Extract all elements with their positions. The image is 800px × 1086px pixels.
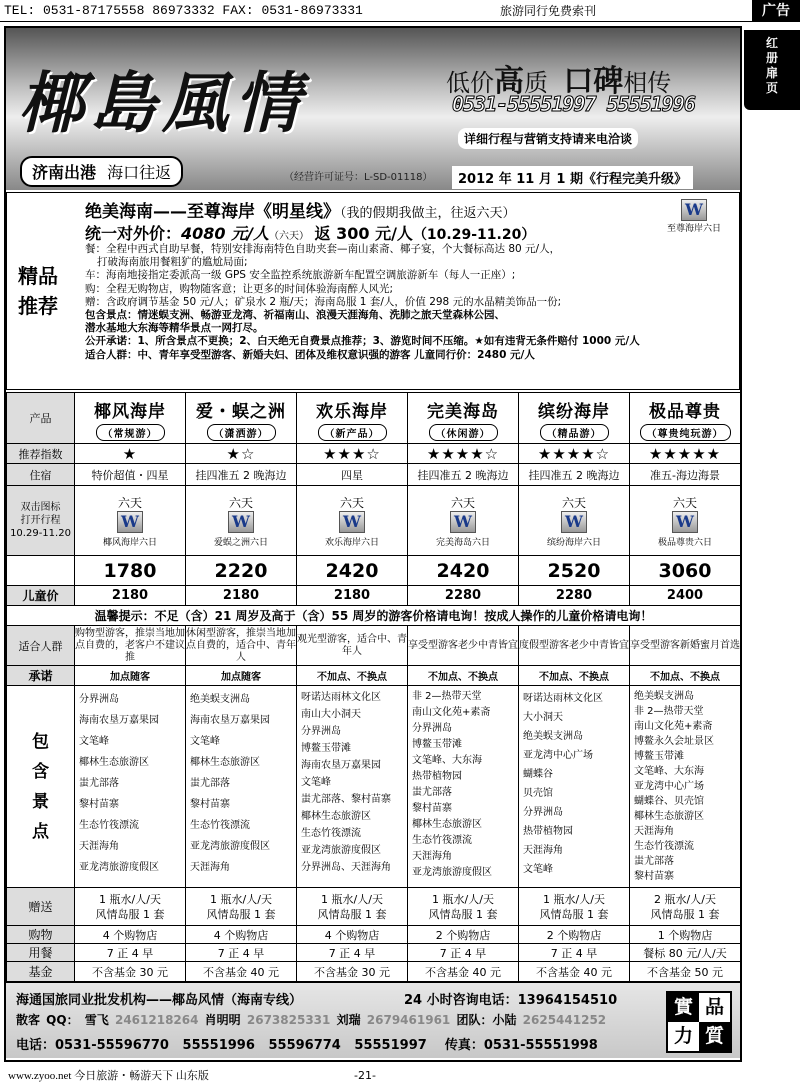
row-price-label — [7, 556, 75, 586]
depart-city: 济南出港 — [32, 163, 97, 182]
row-spots — [7, 686, 741, 888]
icon-caption: 欢乐海岸六日 — [324, 537, 379, 548]
featured-price — [85, 221, 535, 244]
side-tab — [744, 30, 800, 110]
footer-contact — [6, 982, 740, 1058]
top-index-note: 旅游同行免费索刊 — [500, 4, 597, 18]
seal-char: 實 — [668, 993, 699, 1022]
spot-item: 文笔峰 — [523, 864, 553, 875]
row-audience-label: 适合人群 — [7, 626, 75, 666]
spots-list — [186, 686, 297, 888]
spot-item: 蚩尤部落、黎村苗寨 — [301, 794, 391, 805]
warm-notice: 温馨提示：不足（含）21 周岁及高于（含）55 周岁的游客价格请电询！按成人操作的儿童价格请电询！ — [7, 606, 741, 626]
days-label: 六天 — [450, 495, 475, 510]
row-spots-label — [7, 686, 75, 888]
contact-qq: 2673825331 — [246, 1013, 331, 1027]
row-shop-label: 购物 — [7, 926, 75, 944]
spot-item: 分界洲岛 — [301, 726, 341, 737]
detail-line: 赠：含政府调节基金 50 元/人；矿泉水 2 瓶/天；海南岛服 1 套/人，价值 298 元的水晶精美饰品一份; — [85, 295, 562, 308]
row-fund-label: 基金 — [7, 962, 75, 982]
itinerary-cell[interactable] — [519, 486, 630, 556]
footer-qq-row — [16, 1011, 606, 1028]
spots-list — [408, 686, 519, 888]
gift-water: 1 瓶水/人/天 — [99, 892, 161, 906]
spot-item: 椰林生态旅游区 — [634, 811, 704, 822]
spot-item: 博鳌玉带滩 — [634, 751, 684, 762]
contact-name: 肖明明 — [204, 1013, 241, 1027]
word-document-icon[interactable]: W — [681, 199, 707, 221]
spot-item: 天涯海角 — [634, 826, 674, 837]
hotel-cell: 特价超值・四星 — [75, 464, 186, 486]
fax-number: 传真：0531-55551998 — [444, 1038, 598, 1053]
featured-label-1: 精品 — [18, 264, 58, 288]
spot-item: 生态竹筏漂流 — [412, 835, 472, 846]
featured-label-2: 推荐 — [18, 294, 58, 318]
featured-icon-caption: 至尊海岸六日 — [666, 224, 721, 234]
label-line: 双击图标 — [20, 502, 61, 513]
spot-item: 蚩尤部落 — [634, 856, 674, 867]
spots-list — [519, 686, 630, 888]
spot-item: 椰林生态旅游区 — [79, 757, 149, 768]
spot-item: 海南农垦万嘉果园 — [190, 715, 270, 726]
product-name-cell — [519, 393, 630, 444]
product-table — [6, 392, 741, 982]
spot-item: 南山文化苑+素斋 — [634, 721, 713, 732]
header-phone: 0531-55551997 55551996 — [452, 92, 695, 116]
row-notice — [7, 606, 741, 626]
spots-list — [75, 686, 186, 888]
slogan-part: 低价 — [446, 69, 494, 97]
spot-item: 椰林生态旅游区 — [301, 811, 371, 822]
audience-cell: 观光型游客，适合中、青年人 — [297, 626, 408, 666]
days-label: 六天 — [117, 495, 142, 510]
adult-price: 1780 — [75, 556, 186, 586]
spot-item: 亚龙湾中心广场 — [523, 750, 593, 761]
spot-item: 黎村苗寨 — [190, 799, 230, 810]
spot-item: 天涯海角 — [190, 862, 230, 873]
top-bar — [0, 0, 800, 22]
detail-line: 适合人群：中、青年享受型游客、新婚夫妇、团体及维权意识强的游客 儿童同行价：2480 元/人 — [85, 348, 535, 361]
spot-item: 蝴蝶谷 — [523, 769, 553, 780]
spot-item: 南山大小洞天 — [301, 709, 361, 720]
gift-shirt: 风情岛服 1 套 — [206, 907, 276, 921]
ad-badge: 广告 — [752, 0, 800, 22]
row-promise — [7, 666, 741, 686]
side-tab-char: 页 — [765, 81, 778, 95]
contact-qq: 2625441252 — [522, 1013, 607, 1027]
product-name: 缤纷海岸 — [538, 402, 610, 422]
audience-cell: 购物型游客，推崇当地加点自费的，老客户不建议推 — [75, 626, 186, 666]
seal-char: 品 — [704, 996, 724, 1018]
itinerary-cell[interactable] — [186, 486, 297, 556]
featured-label — [7, 193, 69, 389]
contact-name: 刘瑞 — [336, 1013, 361, 1027]
product-name-cell — [630, 393, 741, 444]
fund-cell: 不含基金 30 元 — [297, 962, 408, 982]
row-itinerary-label — [7, 486, 75, 556]
spot-item: 非 2—热带天堂 — [634, 706, 704, 717]
spot-item: 热带植物园 — [412, 771, 462, 782]
word-document-icon[interactable]: W — [339, 511, 365, 533]
contact-qq: 2679461961 — [366, 1013, 451, 1027]
meal-cell: 7 正 4 早 — [408, 944, 519, 962]
featured-title-sub: （我的假期我做主，往返六天） — [340, 206, 516, 221]
row-gift — [7, 888, 741, 926]
permit-number: （经营许可证号：L-SD-01118） — [284, 172, 433, 183]
child-price: 2280 — [519, 586, 630, 606]
footer-org: 海通国旅同业批发机构——椰岛风情（海南专线） — [16, 993, 303, 1008]
adult-price: 2420 — [297, 556, 408, 586]
page-number: -21- — [354, 1069, 376, 1082]
days-label: 六天 — [228, 495, 253, 510]
adult-price: 2420 — [408, 556, 519, 586]
shop-cell: 2 个购物店 — [408, 926, 519, 944]
spot-item: 海南农垦万嘉果园 — [79, 715, 159, 726]
phone-label: 电话： — [16, 1038, 56, 1053]
contact-name: 雪飞 — [84, 1013, 109, 1027]
gift-shirt: 风情岛服 1 套 — [650, 907, 720, 921]
word-document-icon[interactable]: W — [450, 511, 476, 533]
header-banner — [6, 28, 740, 190]
product-name-cell — [408, 393, 519, 444]
spot-item: 文笔峰 — [301, 777, 331, 788]
product-type: （休闲游） — [429, 424, 498, 441]
row-product — [7, 393, 741, 444]
gift-shirt: 风情岛服 1 套 — [95, 907, 165, 921]
gift-water: 1 瓶水/人/天 — [210, 892, 272, 906]
meal-cell: 7 正 4 早 — [519, 944, 630, 962]
shop-cell: 4 个购物店 — [75, 926, 186, 944]
product-name: 欢乐海岸 — [316, 402, 388, 422]
row-stars-label: 推荐指数 — [7, 444, 75, 464]
spot-item: 亚龙湾旅游度假区 — [412, 867, 492, 878]
footer-phone-row — [16, 1034, 598, 1053]
gift-shirt: 风情岛服 1 套 — [317, 907, 387, 921]
itinerary-cell[interactable] — [297, 486, 408, 556]
seal-char: 質 — [699, 1022, 730, 1051]
gift-cell — [186, 888, 297, 926]
word-document-icon[interactable]: W — [561, 511, 587, 533]
product-type: （尊贵纯玩游） — [640, 424, 731, 441]
row-stars — [7, 444, 741, 464]
footer-org-row — [16, 989, 618, 1008]
row-hotel — [7, 464, 741, 486]
row-hotel-label: 住宿 — [7, 464, 75, 486]
promise-cell: 不加点、不换点 — [519, 666, 630, 686]
spot-item: 分界洲岛、天涯海角 — [301, 862, 391, 873]
spot-item: 博鳌永久会址景区 — [634, 736, 714, 747]
gift-water: 1 瓶水/人/天 — [432, 892, 494, 906]
spot-item: 分界洲岛 — [412, 723, 452, 734]
issue-label: 2012 年 11 月 1 期《行程完美升级》 — [452, 166, 693, 189]
itinerary-cell[interactable] — [630, 486, 741, 556]
departure-badge — [20, 156, 183, 187]
promise-cell: 不加点、不换点 — [630, 666, 741, 686]
hotel-cell: 挂四准五 2 晚海边 — [186, 464, 297, 486]
spot-item: 生态竹筏漂流 — [79, 820, 139, 831]
hotel-cell: 四星 — [297, 464, 408, 486]
child-price: 2180 — [297, 586, 408, 606]
spot-item: 亚龙湾旅游度假区 — [190, 841, 270, 852]
product-name-cell — [297, 393, 408, 444]
spot-item: 椰林生态旅游区 — [412, 819, 482, 830]
icon-caption: 缤纷海岸六日 — [546, 537, 601, 548]
gift-cell — [408, 888, 519, 926]
shop-cell: 4 个购物店 — [186, 926, 297, 944]
days-label: 六天 — [672, 495, 697, 510]
spot-item: 蚩尤部落 — [79, 778, 119, 789]
row-child — [7, 586, 741, 606]
slogan-part: 质 — [524, 69, 548, 97]
audience-cell: 休闲型游客，推崇当地加点自费的，适合中、青年人 — [186, 626, 297, 666]
gift-water: 1 瓶水/人/天 — [321, 892, 383, 906]
spot-item: 大小洞天 — [523, 712, 563, 723]
detail-line: 包含景点：情迷蜈支洲、畅游亚龙湾、祈福南山、浪漫天涯海角、洗肺之旅天堂森林公园、 — [85, 309, 505, 322]
seal-char: 力 — [673, 1025, 693, 1047]
row-gift-label: 赠送 — [7, 888, 75, 926]
gift-cell — [519, 888, 630, 926]
spot-item: 绝美蜈支洲岛 — [634, 691, 694, 702]
icon-caption: 爱蜈之洲六日 — [213, 537, 268, 548]
spot-item: 蚩尤部落 — [190, 778, 230, 789]
gift-water: 1 瓶水/人/天 — [543, 892, 605, 906]
product-name: 极品尊贵 — [649, 402, 721, 422]
audience-cell: 享受型游客新婚蜜月首选 — [630, 626, 741, 666]
spots-label-char: 包 — [32, 731, 49, 752]
rating-stars: ★ — [75, 444, 186, 464]
row-meal-label: 用餐 — [7, 944, 75, 962]
spot-item: 生态竹筏漂流 — [190, 820, 250, 831]
slogan-part: 相传 — [623, 69, 672, 97]
price-part: 统一对外价： — [85, 224, 182, 243]
featured-itinerary-link[interactable] — [651, 199, 737, 234]
spots-list — [297, 686, 408, 888]
child-price: 2180 — [75, 586, 186, 606]
spot-item: 分界洲岛 — [523, 807, 563, 818]
spot-item: 黎村苗寨 — [634, 871, 674, 882]
featured-details — [85, 243, 645, 362]
fund-cell: 不含基金 40 元 — [519, 962, 630, 982]
bottom-bar — [0, 1066, 800, 1086]
meal-cell: 餐标 80 元/人/天 — [630, 944, 741, 962]
gift-water: 2 瓶水/人/天 — [654, 892, 716, 906]
itinerary-cell[interactable] — [75, 486, 186, 556]
spot-item: 亚龙湾中心广场 — [634, 781, 704, 792]
spot-item: 文笔峰、大东海 — [412, 755, 482, 766]
detail-line: 购：全程无购物店，购物随客意；让更多的时间体验海南醉人风光; — [85, 282, 394, 295]
spot-item: 热带植物园 — [523, 826, 573, 837]
icon-caption: 椰风海岸六日 — [102, 537, 157, 548]
spot-item: 蚩尤部落 — [412, 787, 452, 798]
product-type: （潇洒游） — [207, 424, 276, 441]
adult-price: 2220 — [186, 556, 297, 586]
spot-item: 生态竹筏漂流 — [301, 828, 361, 839]
contact-qq: 2461218264 — [114, 1013, 199, 1027]
product-name: 完美海岛 — [427, 402, 499, 422]
product-name: 椰风海岸 — [94, 402, 166, 422]
spot-item: 黎村苗寨 — [79, 799, 119, 810]
child-price: 2280 — [408, 586, 519, 606]
price-part: 返 300 元/人 — [314, 224, 413, 243]
spot-item: 亚龙湾旅游度假区 — [79, 862, 159, 873]
word-document-icon[interactable]: W — [672, 511, 698, 533]
qq-label: 散客 QQ： — [16, 1013, 79, 1027]
side-tab-char: 册 — [765, 51, 778, 65]
detail-line: 公开承诺：1、所含景点不更换；2、白天绝无自费景点推荐；3、游览时间不压缩。★如有违背无条件赔付 1000 元/人 — [85, 335, 640, 348]
shop-cell: 4 个购物店 — [297, 926, 408, 944]
price-part: （10.29-11.20） — [412, 227, 536, 243]
side-tab-char: 红 — [765, 36, 778, 50]
phone-numbers: 0531-55596770 55551996 55596774 55551997 — [55, 1038, 427, 1053]
spot-item: 蝴蝶谷、贝壳馆 — [634, 796, 704, 807]
rating-stars: ★☆ — [186, 444, 297, 464]
spot-item: 亚龙湾旅游度假区 — [301, 845, 381, 856]
spot-item: 天涯海角 — [412, 851, 452, 862]
brand-logo: 椰島風情 — [18, 64, 306, 142]
top-contact: TEL: 0531-87175558 86973332 FAX: 0531-86973331 — [4, 3, 363, 18]
row-audience — [7, 626, 741, 666]
spot-item: 分界洲岛 — [79, 694, 119, 705]
days-label: 六天 — [339, 495, 364, 510]
product-type: （新产品） — [318, 424, 387, 441]
detail-line: 潜水基地大东海等精华景点一网打尽。 — [85, 322, 264, 335]
product-type: （精品游） — [540, 424, 609, 441]
row-promise-label: 承诺 — [7, 666, 75, 686]
row-itinerary — [7, 486, 741, 556]
label-line: 打开行程 — [20, 515, 61, 526]
spot-item: 椰林生态旅游区 — [190, 757, 260, 768]
spot-item: 文笔峰、大东海 — [634, 766, 704, 777]
spot-item: 文笔峰 — [79, 736, 109, 747]
fund-cell: 不含基金 30 元 — [75, 962, 186, 982]
spots-label-char: 含 — [32, 761, 49, 782]
price-part: 4080 元/人 — [181, 224, 269, 243]
audience-cell: 度假型游客老少中青皆宜 — [519, 626, 630, 666]
price-part: （六天） — [268, 231, 309, 242]
spot-item: 南山文化苑+素斋 — [412, 707, 491, 718]
gift-cell — [630, 888, 741, 926]
word-document-icon[interactable]: W — [117, 511, 143, 533]
spot-item: 绝美蜈支洲岛 — [523, 731, 583, 742]
slogan-part: 口碑 — [563, 64, 624, 99]
depart-dest: 海口往返 — [107, 163, 172, 182]
label-line: 10.29-11.20 — [10, 528, 71, 539]
child-price: 2400 — [630, 586, 741, 606]
rating-stars: ★★★★☆ — [408, 444, 519, 464]
shop-cell: 1 个购物店 — [630, 926, 741, 944]
child-price: 2180 — [186, 586, 297, 606]
audience-cell: 享受型游客老少中青皆宜 — [408, 626, 519, 666]
spot-item: 博鳌玉带滩 — [412, 739, 462, 750]
hotel-cell: 准五-海边海景 — [630, 464, 741, 486]
meal-cell: 7 正 4 早 — [75, 944, 186, 962]
promise-cell: 加点随客 — [75, 666, 186, 686]
gift-cell — [75, 888, 186, 926]
gift-shirt: 风情岛服 1 套 — [539, 907, 609, 921]
days-label: 六天 — [561, 495, 586, 510]
icon-caption: 完美海岛六日 — [435, 537, 490, 548]
contact-name: 团队：小陆 — [456, 1013, 517, 1027]
hotel-cell: 挂四准五 2 晚海边 — [519, 464, 630, 486]
row-meal — [7, 944, 741, 962]
featured-section — [6, 192, 740, 390]
detail-line: 车：海南地接指定委派高一级 GPS 安全监控系统旅游新车配置空调旅游新车（每人一正座）; — [85, 269, 516, 282]
spot-item: 呀诺达雨林文化区 — [523, 693, 603, 704]
rating-stars: ★★★★★ — [630, 444, 741, 464]
spot-item: 天涯海角 — [79, 841, 119, 852]
rating-stars: ★★★★☆ — [519, 444, 630, 464]
fund-cell: 不含基金 50 元 — [630, 962, 741, 982]
featured-title — [85, 197, 516, 222]
row-fund — [7, 962, 741, 982]
row-shop — [7, 926, 741, 944]
promise-cell: 不加点、不换点 — [297, 666, 408, 686]
product-name: 爱・蜈之洲 — [196, 402, 286, 422]
icon-caption: 极品尊贵六日 — [657, 537, 712, 548]
detail-line: 餐：全程中西式自助早餐，特别安排海南特色自助夹套—南山素斋、椰子宴，个大餐标高达 80 元/人， — [85, 243, 561, 255]
rating-stars: ★★★☆ — [297, 444, 408, 464]
product-type: （常规游） — [96, 424, 165, 441]
product-name-cell — [75, 393, 186, 444]
promise-cell: 不加点、不换点 — [408, 666, 519, 686]
spot-item: 生态竹筏漂流 — [634, 841, 694, 852]
spot-item: 天涯海角 — [523, 845, 563, 856]
spot-item: 呀诺达雨林文化区 — [301, 692, 381, 703]
product-name-cell — [186, 393, 297, 444]
header-note: 详细行程与营销支持请来电洽谈 — [458, 128, 638, 149]
spot-item: 文笔峰 — [190, 736, 220, 747]
gift-cell — [297, 888, 408, 926]
spot-item: 黎村苗寨 — [412, 803, 452, 814]
adult-price: 2520 — [519, 556, 630, 586]
meal-cell: 7 正 4 早 — [186, 944, 297, 962]
word-document-icon[interactable]: W — [228, 511, 254, 533]
shop-cell: 2 个购物店 — [519, 926, 630, 944]
spots-list — [630, 686, 741, 888]
spot-item: 绝美蜈支洲岛 — [190, 694, 250, 705]
side-tab-char: 扉 — [765, 66, 778, 80]
spot-item: 非 2—热带天堂 — [412, 691, 482, 702]
spot-item: 博鳌玉带滩 — [301, 743, 351, 754]
col-product-label: 产品 — [7, 393, 75, 444]
row-child-label: 儿童价 — [7, 586, 75, 606]
site-footer: www.zyoo.net 今日旅游・畅游天下 山东版 — [8, 1070, 209, 1082]
detail-line: 打破海南旅用餐粗犷的尴尬局面; — [97, 256, 248, 269]
spot-item: 贝壳馆 — [523, 788, 553, 799]
hotel-cell: 挂四准五 2 晚海边 — [408, 464, 519, 486]
itinerary-cell[interactable] — [408, 486, 519, 556]
footer-hotline: 24 小时咨询电话：13964154510 — [404, 993, 618, 1008]
seal-logo — [666, 991, 732, 1053]
adult-price: 3060 — [630, 556, 741, 586]
spots-label-char: 景 — [32, 791, 49, 812]
spots-label-char: 点 — [32, 821, 49, 842]
slogan-part: 高 — [494, 64, 524, 99]
row-price — [7, 556, 741, 586]
spot-item: 海南农垦万嘉果园 — [301, 760, 381, 771]
fund-cell: 不含基金 40 元 — [408, 962, 519, 982]
meal-cell: 7 正 4 早 — [297, 944, 408, 962]
featured-title-main: 绝美海南——至尊海岸《明星线》 — [85, 202, 340, 222]
fund-cell: 不含基金 40 元 — [186, 962, 297, 982]
promise-cell: 加点随客 — [186, 666, 297, 686]
gift-shirt: 风情岛服 1 套 — [428, 907, 498, 921]
